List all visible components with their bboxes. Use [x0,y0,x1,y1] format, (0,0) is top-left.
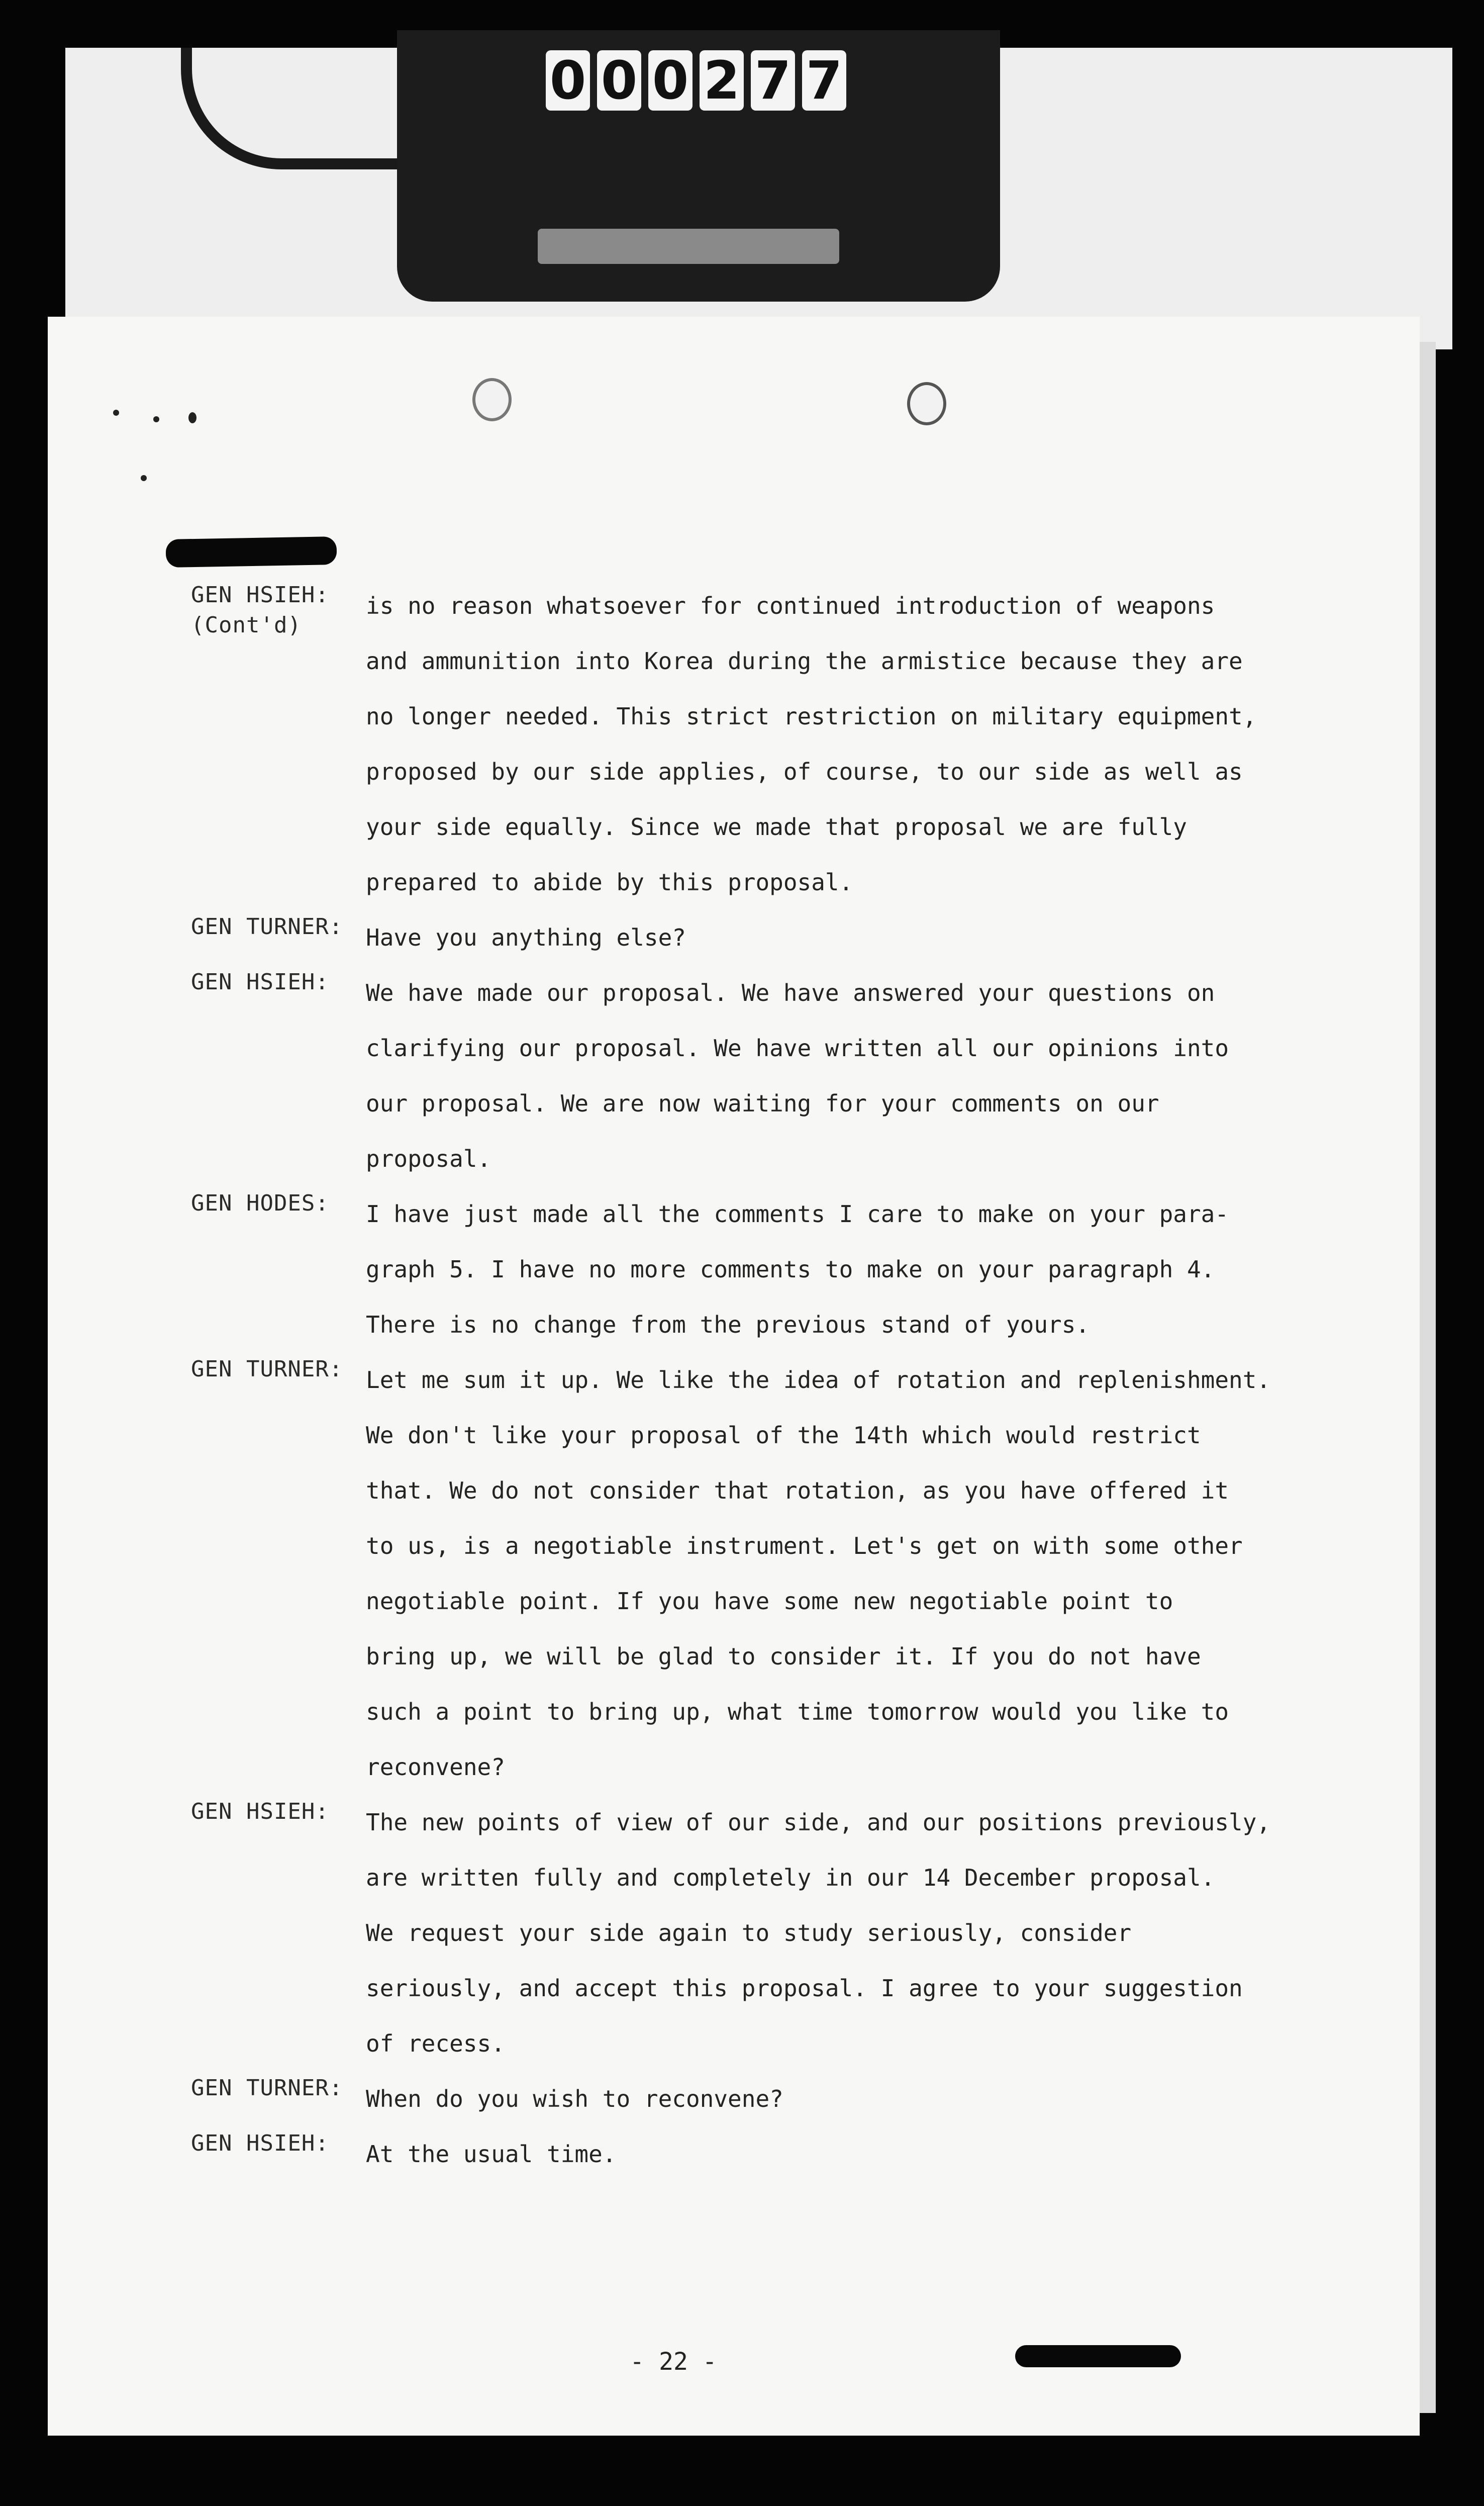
page-edge [1420,342,1436,2413]
counter-digit: 2 [700,50,744,111]
transcript-entry [191,578,1332,910]
speaker-label: GEN TURNER: [191,914,343,940]
speech-text: When do you wish to reconvene? [366,2085,783,2112]
speech-text: At the usual time. [366,2141,617,2168]
transcript-entry [191,2071,1332,2126]
redaction-bar [1015,2345,1181,2367]
speech-text: Have you anything else? [366,924,686,951]
transcript [191,578,1332,2182]
transcript-entry [191,1352,1332,1795]
punch-hole [907,382,946,425]
transcript-entry [191,965,1332,1186]
redaction-bar [166,536,337,568]
speck-mark [141,475,147,481]
transcript-entry [191,1186,1332,1352]
counter-digit: 7 [751,50,795,111]
speech-text: I have just made all the comments I care to make on your para- graph 5. I have no more comments to make on your paragraph 4. There is no change from the previous stand of yours. [366,1200,1229,1338]
speech-text: is no reason whatsoever for continued introduction of weapons and ammunition into Korea during the armistice because they are no longer needed. This strict restriction on military equipment, proposed by our side applies, of course, to our side as well as your side equally. Since we made that proposal we are fully prepared to abide by this proposal. [366,592,1257,896]
speck-mark [113,410,119,416]
counter-digit: 0 [597,50,641,111]
counter-plate [538,229,839,264]
counter-digit: 7 [802,50,846,111]
counter-digit: 0 [648,50,692,111]
frame-counter-digits [518,48,874,113]
transcript-entry [191,1795,1332,2071]
page-number: - 22 - [630,2348,717,2376]
continued-note: (Cont'd) [191,612,302,638]
speaker-label: GEN HSIEH: [191,2130,329,2156]
counter-digit: 0 [546,50,590,111]
speaker-label: GEN HSIEH: (Cont'd) [191,578,366,910]
punch-hole [472,378,512,421]
speech-text: We have made our proposal. We have answered your questions on clarifying our proposal. We have written all our opinions into our proposal. We are now waiting for your comments on our proposal. [366,979,1229,1172]
speech-text: The new points of view of our side, and our positions previously, are written fully and completely in our 14 December proposal. We request your side again to study seriously, consider seriously, and accept this proposal. I agree to your suggestion of recess. [366,1809,1271,2057]
transcript-entry [191,2126,1332,2182]
speaker-label: GEN TURNER: [191,2075,343,2101]
speck-mark [188,412,196,423]
speaker-label: GEN HSIEH: [191,969,329,995]
speck-mark [153,416,159,422]
speech-text: Let me sum it up. We like the idea of rotation and replenishment. We don't like your proposal of the 14th which would restrict that. We do not consider that rotation, as you have offered it to us, is a negotiable instrument. Let's get on with some other negotiable point. If you have some new negotiable point to bring up, we will be glad to consider it. If you do not have such a point to bring up, what time tomorrow would you like to reconvene? [366,1366,1271,1781]
speaker-label: GEN TURNER: [191,1356,343,1382]
transcript-entry [191,910,1332,965]
speaker-label: GEN HSIEH: [191,1799,329,1824]
speaker-label: GEN HODES: [191,1190,329,1216]
